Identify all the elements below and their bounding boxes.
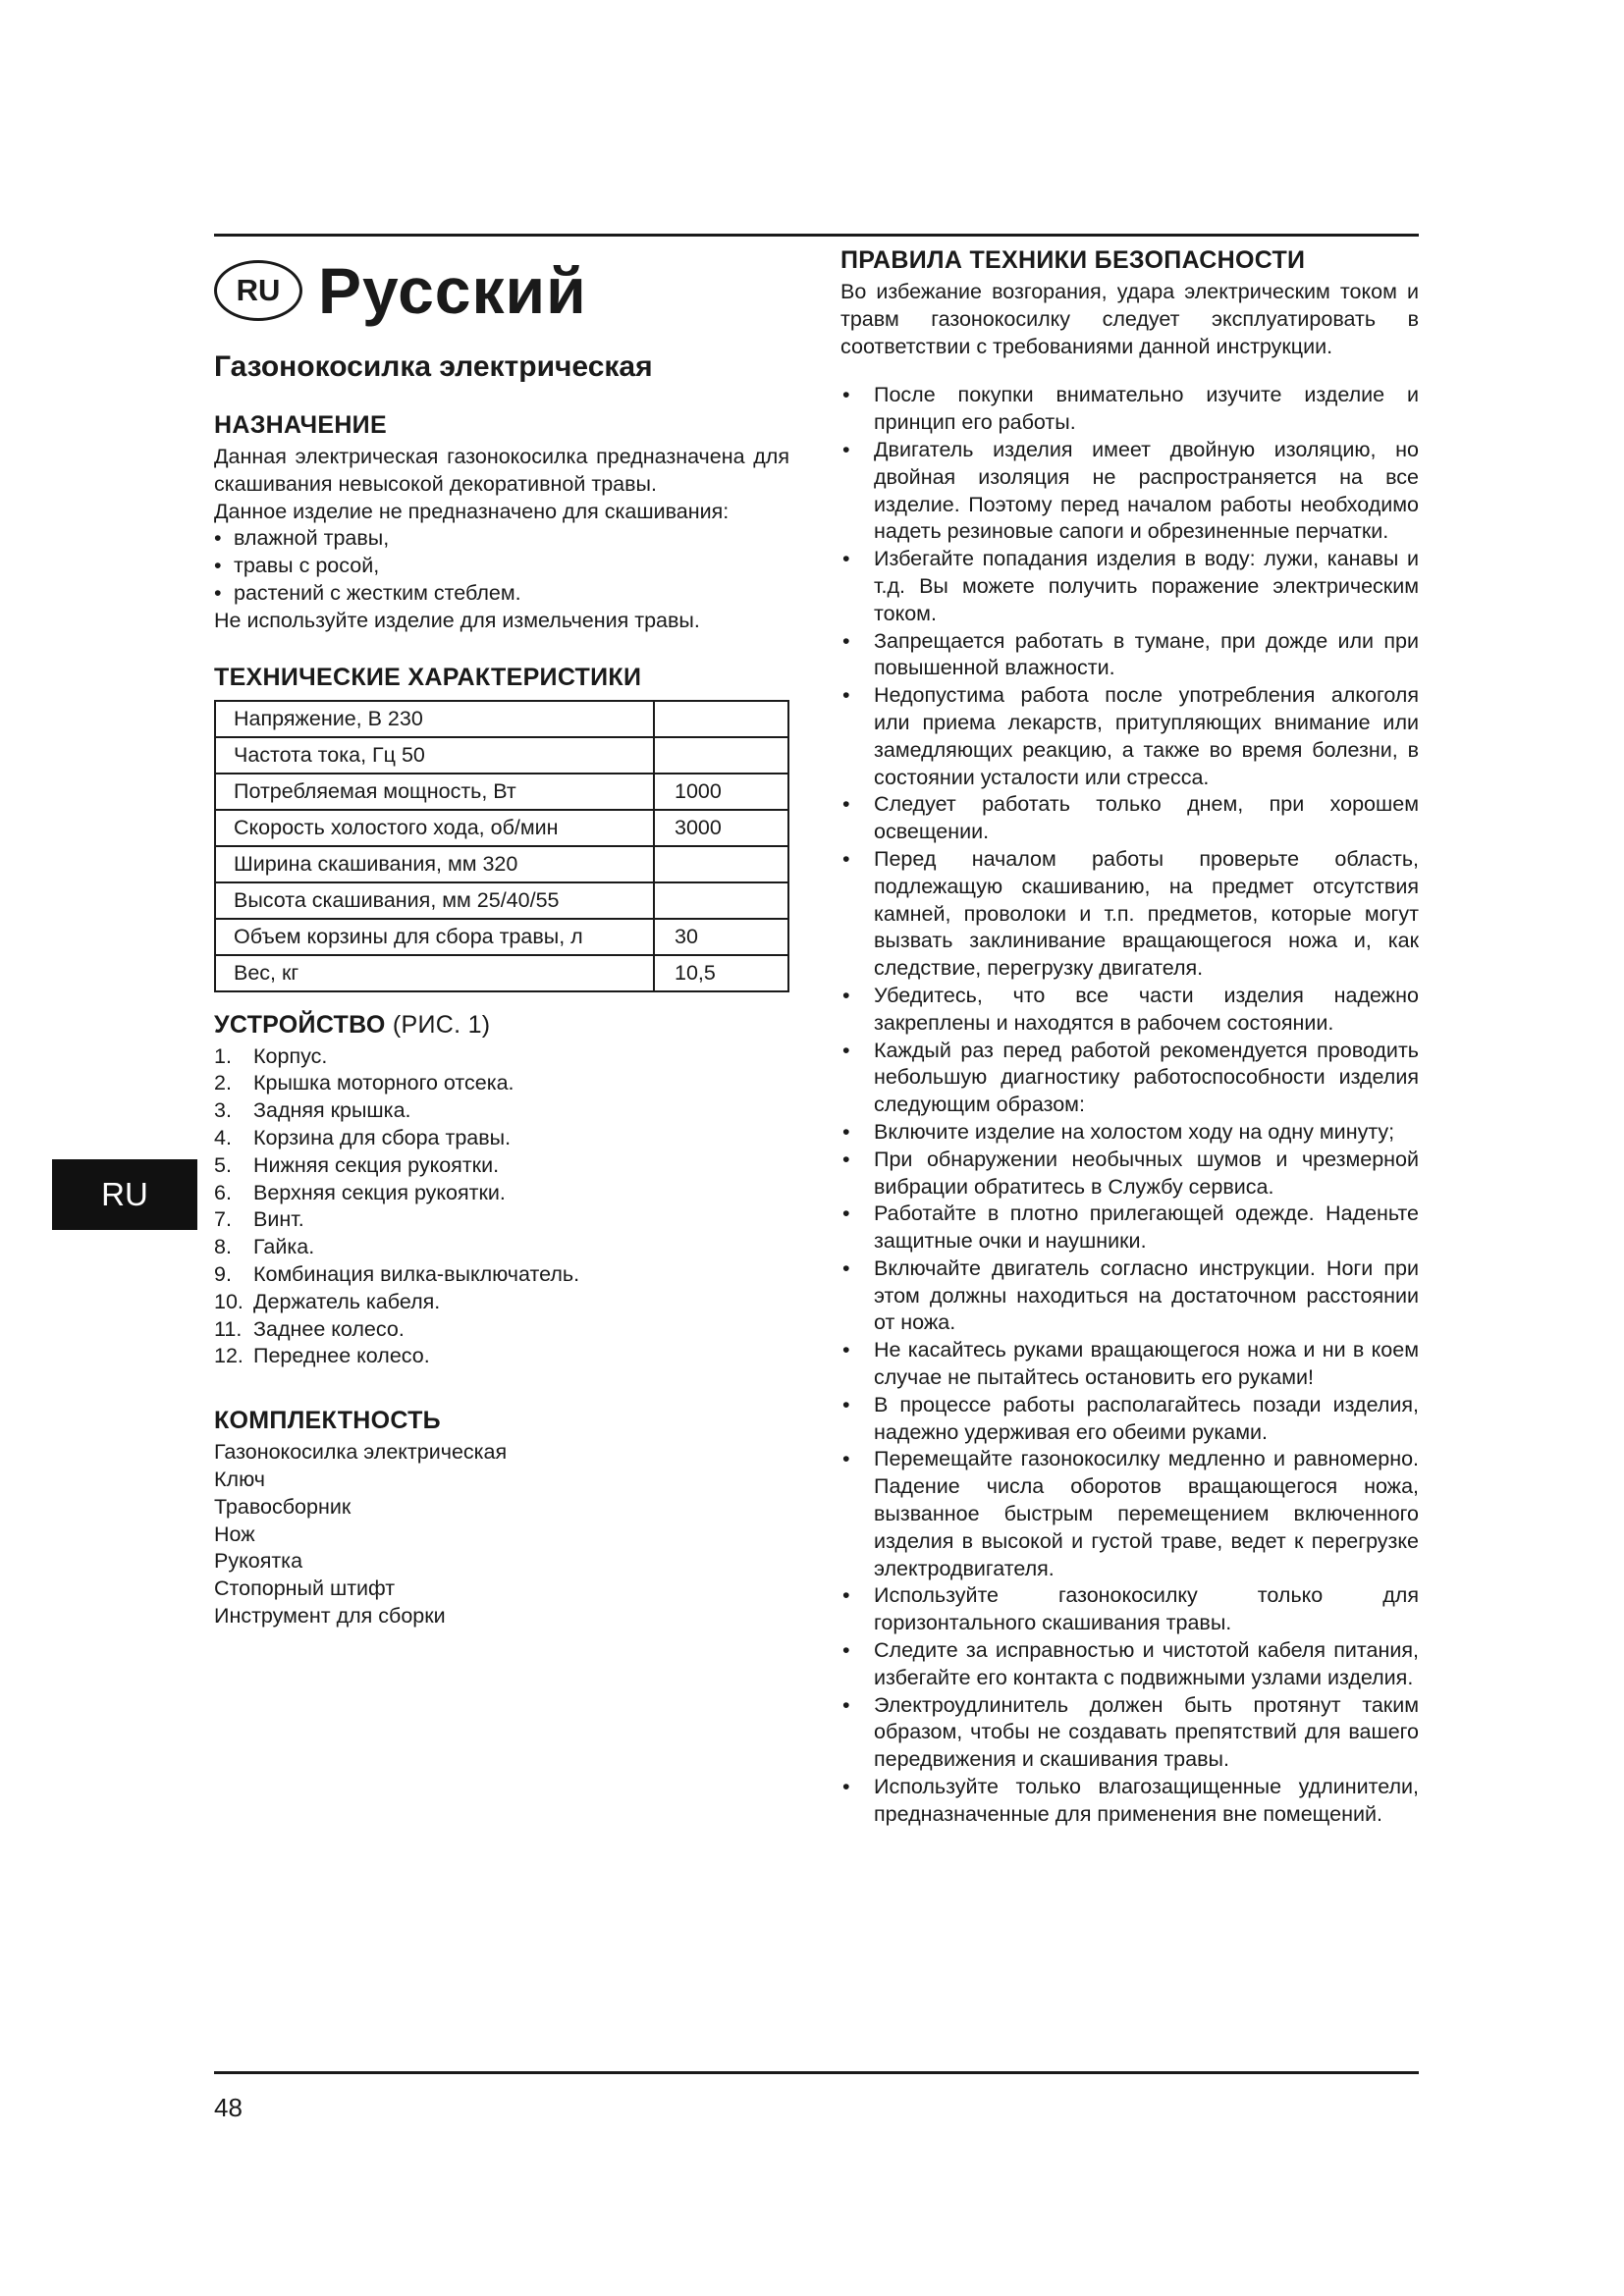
item-number: 5. — [214, 1152, 232, 1177]
list-item: • При обнаружении необычных шумов и чрезмерной вибрации обратитесь в Службу сервиса. — [840, 1147, 1419, 1201]
item-number: 10. — [214, 1289, 244, 1313]
top-rule — [214, 234, 1419, 237]
item-text: Заднее колесо. — [253, 1316, 405, 1341]
list-item — [214, 1152, 789, 1180]
page-number: 48 — [214, 2093, 243, 2122]
list-item — [214, 1289, 789, 1316]
list-item: • Следует работать только днем, при хорошем освещении. — [840, 791, 1419, 846]
list-item: • После покупки внимательно изучите изделие и принцип его работы. — [840, 382, 1419, 437]
spec-label: Напряжение, В 230 — [215, 701, 654, 737]
kit-heading: КОМПЛЕКТНОСТЬ — [214, 1407, 441, 1435]
list-item: • Убедитесь, что все части изделия надежно закреплены и находятся в рабочем состоянии. — [840, 983, 1419, 1038]
specs-heading: ТЕХНИЧЕСКИЕ ХАРАКТЕРИСТИКИ — [214, 663, 642, 691]
purpose-section — [214, 410, 789, 635]
list-item: • Электроудлинитель должен быть протянут таким образом, чтобы не создавать препятствий для вашего передвижения и скашивания травы. — [840, 1692, 1419, 1774]
purpose-list — [214, 525, 789, 607]
list-item: • Запрещается работать в тумане, при дожде или при повышенной влажности. — [840, 628, 1419, 683]
side-language-tab: RU — [52, 1159, 197, 1230]
list-item: • травы с росой, — [214, 553, 789, 580]
table-row — [215, 737, 788, 774]
item-number: 6. — [214, 1180, 232, 1204]
list-item: • Включите изделие на холостом ходу на одну минуту; — [840, 1119, 1419, 1147]
table-row — [215, 846, 788, 882]
specs-table — [214, 700, 789, 992]
list-item: • Следите за исправностью и чистотой кабеля питания, избегайте его контакта с подвижными узлами изделия. — [840, 1637, 1419, 1692]
kit-item: Ключ — [214, 1467, 265, 1491]
purpose-heading: НАЗНАЧЕНИЕ — [214, 411, 387, 439]
item-number: 11. — [214, 1316, 243, 1341]
list-item: • растений с жестким стеблем. — [214, 580, 789, 608]
spec-value — [654, 882, 788, 919]
bottom-rule — [214, 2071, 1419, 2074]
right-column — [840, 245, 1419, 1829]
list-item — [214, 1316, 789, 1344]
spec-label: Вес, кг — [215, 955, 654, 991]
item-number: 7. — [214, 1207, 232, 1232]
language-header — [214, 249, 789, 332]
spec-value: 10,5 — [654, 955, 788, 991]
item-text: Комбинация вилка-выключатель. — [253, 1261, 580, 1286]
spec-label: Частота тока, Гц 50 — [215, 737, 654, 774]
item-text: Корпус. — [253, 1043, 328, 1068]
kit-item: Рукоятка — [214, 1549, 303, 1574]
list-item — [214, 1125, 789, 1152]
item-text: Крышка моторного отсека. — [253, 1071, 514, 1095]
left-column — [214, 245, 789, 1658]
item-text: Корзина для сбора травы. — [253, 1125, 512, 1149]
device-heading-figure-ref: (РИС. 1) — [385, 1010, 491, 1039]
language-title: Русский — [318, 254, 587, 327]
item-text: Винт. — [253, 1207, 304, 1232]
list-item — [214, 1070, 789, 1097]
list-item: • Перед началом работы проверьте область, подлежащую скашиванию, на предмет отсутствия камней, проволоки и т.п. предметов, которые могут вызвать заклинивание вращающегося ножа и, как следствие, перегрузку двигателя. — [840, 846, 1419, 983]
safety-intro: Во избежание возгорания, удара электрическим током и травм газонокосилку следует эксплуатировать в соответствии с требованиями данной инструкции. — [840, 280, 1419, 358]
item-text: Держатель кабеля. — [253, 1289, 441, 1313]
spec-value: 3000 — [654, 810, 788, 846]
kit-item: Травосборник — [214, 1494, 352, 1519]
spec-value: 30 — [654, 919, 788, 955]
device-section — [214, 1010, 789, 1371]
item-text: Верхняя секция рукоятки. — [253, 1180, 506, 1204]
table-row — [215, 810, 788, 846]
list-item: • Используйте газонокосилку только для горизонтального скашивания травы. — [840, 1582, 1419, 1637]
kit-item: Инструмент для сборки — [214, 1603, 446, 1628]
list-item: • Каждый раз перед работой рекомендуется проводить небольшую диагностику работоспособности изделия следующим образом: — [840, 1038, 1419, 1119]
spec-value — [654, 701, 788, 737]
item-number: 3. — [214, 1098, 232, 1123]
item-number: 1. — [214, 1043, 232, 1068]
spec-label: Объем корзины для сбора травы, л — [215, 919, 654, 955]
list-item: • Работайте в плотно прилегающей одежде. Наденьте защитные очки и наушники. — [840, 1201, 1419, 1255]
list-item: • Двигатель изделия имеет двойную изоляцию, но двойная изоляция не распространяется на все изделие. Поэтому перед началом работы необходимо надеть резиновые сапоги и обрезиненные перчатки. — [840, 437, 1419, 546]
table-row — [215, 701, 788, 737]
specs-section — [214, 663, 789, 992]
list-item: • Недопустима работа после употребления алкоголя или приема лекарств, притупляющих внимание или замедляющих реакцию, а также во время болезни, в состоянии усталости или стресса. — [840, 682, 1419, 791]
list-item: • влажной травы, — [214, 525, 789, 553]
spec-value — [654, 846, 788, 882]
product-title: Газонокосилка электрическая — [214, 350, 653, 383]
kit-item: Стопорный штифт — [214, 1576, 396, 1601]
list-item: • Не касайтесь руками вращающегося ножа и ни в коем случае не пытайтесь остановить его руками! — [840, 1337, 1419, 1392]
spec-label: Высота скашивания, мм 25/40/55 — [215, 882, 654, 919]
spec-label: Ширина скашивания, мм 320 — [215, 846, 654, 882]
item-text: Нижняя секция рукоятки. — [253, 1152, 500, 1177]
list-item: • Включайте двигатель согласно инструкции. Ноги при этом должны находиться на достаточном расстоянии от ножа. — [840, 1255, 1419, 1337]
safety-heading: ПРАВИЛА ТЕХНИКИ БЕЗОПАСНОСТИ — [840, 246, 1306, 274]
item-number: 12. — [214, 1344, 244, 1368]
table-row — [215, 774, 788, 810]
list-item — [214, 1043, 789, 1071]
table-row — [215, 955, 788, 991]
item-text: Гайка. — [253, 1235, 315, 1259]
spec-value: 1000 — [654, 774, 788, 810]
device-parts-list — [214, 1043, 789, 1371]
item-number: 9. — [214, 1261, 232, 1286]
kit-item: Газонокосилка электрическая — [214, 1440, 508, 1465]
purpose-paragraph: Данное изделие не предназначено для скашивания: — [214, 499, 730, 523]
item-number: 8. — [214, 1235, 232, 1259]
spec-label: Потребляемая мощность, Вт — [215, 774, 654, 810]
list-item: • В процессе работы располагайтесь позади изделия, надежно удерживая его обеими руками. — [840, 1392, 1419, 1447]
list-item: • Избегайте попадания изделия в воду: лужи, канавы и т.д. Вы можете получить поражение электрическим током. — [840, 546, 1419, 627]
list-item — [214, 1343, 789, 1370]
list-item — [214, 1180, 789, 1207]
spec-label: Скорость холостого хода, об/мин — [215, 810, 654, 846]
list-item — [214, 1206, 789, 1234]
safety-rules-list — [840, 382, 1419, 1828]
language-code-badge: RU — [214, 260, 302, 321]
item-number: 4. — [214, 1125, 232, 1149]
item-number: 2. — [214, 1071, 232, 1095]
device-heading-text: УСТРОЙСТВО — [214, 1010, 386, 1039]
table-row — [215, 919, 788, 955]
device-heading — [214, 1010, 789, 1040]
list-item: • Используйте только влагозащищенные удлинители, предназначенные для применения вне помещений. — [840, 1774, 1419, 1829]
purpose-paragraph: Данная электрическая газонокосилка предназначена для скашивания невысокой декоративной травы. — [214, 445, 789, 496]
list-item — [214, 1097, 789, 1125]
table-row — [215, 882, 788, 919]
list-item — [214, 1234, 789, 1261]
purpose-paragraph: Не используйте изделие для измельчения травы. — [214, 608, 700, 632]
kit-item: Нож — [214, 1522, 255, 1546]
list-item: • Перемещайте газонокосилку медленно и равномерно. Падение числа оборотов вращающегося ножа, вызванное быстрым перемещением включенного изделия в высокой и густой траве, ведет к перегрузке электродвигателя. — [840, 1446, 1419, 1582]
kit-section — [214, 1406, 789, 1630]
item-text: Задняя крышка. — [253, 1098, 411, 1123]
spec-value — [654, 737, 788, 774]
list-item — [214, 1261, 789, 1289]
item-text: Переднее колесо. — [253, 1344, 430, 1368]
